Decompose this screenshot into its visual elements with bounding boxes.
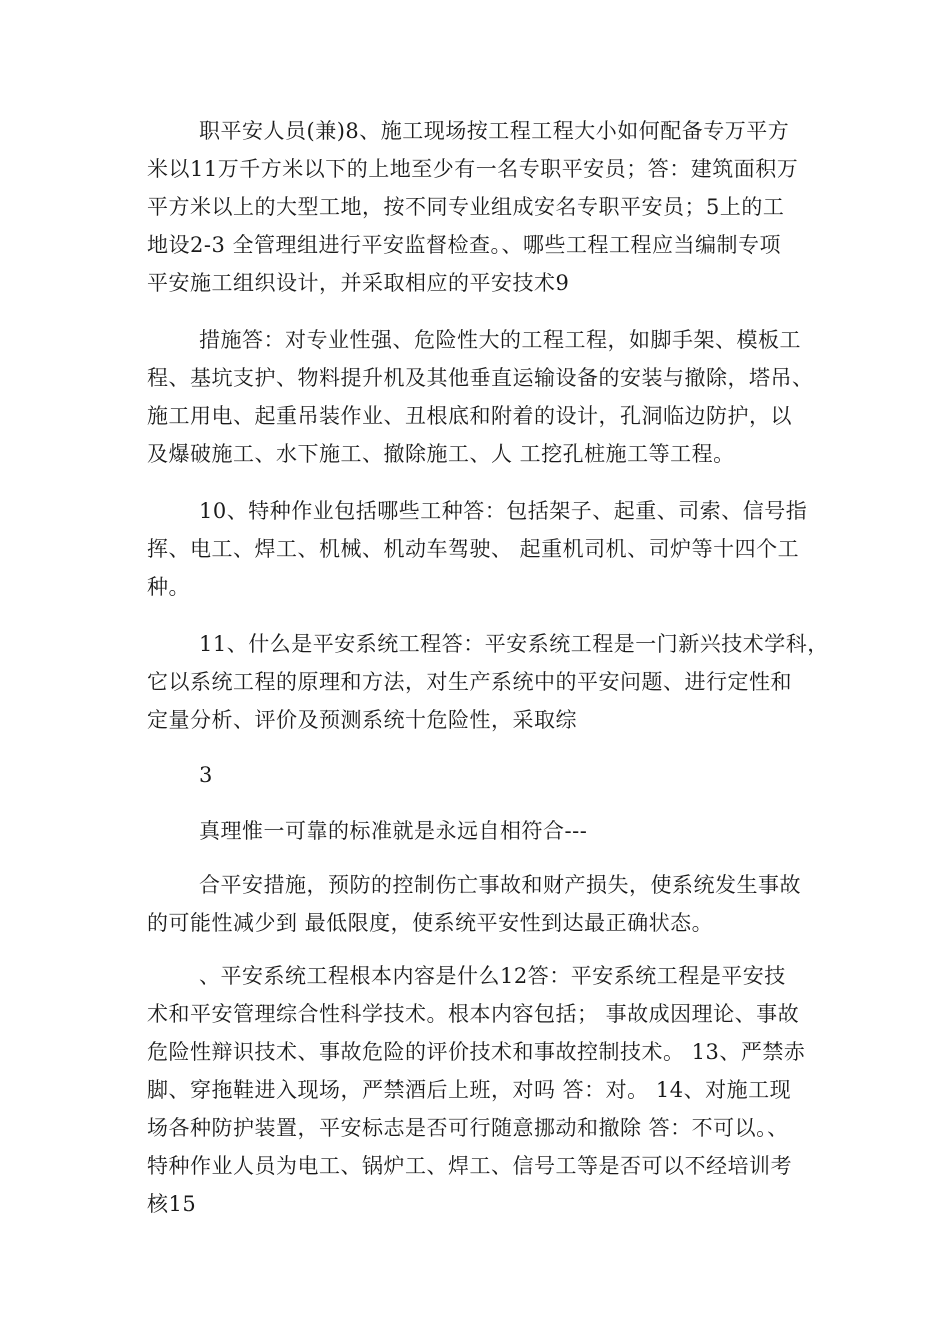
text-line: 及爆破施工、水下施工、撤除施工、人 工挖孔桩施工等工程。 (147, 442, 735, 466)
text-line: 米以11万千方米以下的上地至少有一名专职平安员；答：建筑面积万 (147, 157, 799, 181)
text-line: 特种作业人员为电工、锅炉工、焊工、信号工等是否可以不经培训考 (147, 1154, 792, 1178)
text-line: 施工用电、起重吊装作业、丑根底和附着的设计，孔洞临边防护，以 (147, 404, 792, 428)
text-line: 的可能性减少到 最低限度，使系统平安性到达最正确状态。 (147, 911, 714, 935)
paragraph-measures (147, 866, 817, 942)
text-line: 平安施工组织设计，并采取相应的平安技术9 (147, 271, 570, 295)
text-line: 危险性辩识技术、事故危险的评价技术和事故控制技术。 13、严禁赤 (147, 1040, 806, 1064)
text-line: 种。 (147, 575, 190, 599)
paragraph-staffing (147, 112, 817, 302)
page-number (147, 756, 817, 794)
text-line: 、平安系统工程根本内容是什么12答：平安系统工程是平安技 (199, 964, 786, 988)
text-line: 合平安措施，预防的控制伤亡事故和财产损失，使系统发生事故 (199, 873, 801, 897)
text-line: 平方米以上的大型工地，按不同专业组成安名专职平安员；5上的工 (147, 195, 785, 219)
text-line: 定量分析、评价及预测系统十危险性，采取综 (147, 708, 577, 732)
quote-text: 真理惟一可靠的标准就是永远自相符合--- (199, 819, 588, 843)
text-line: 11、什么是平安系统工程答：平安系统工程是一门新兴技术学科， (199, 632, 829, 656)
paragraph-special-operations (147, 492, 817, 606)
page-number-text: 3 (199, 763, 213, 787)
text-line: 10、特种作业包括哪些工种答：包括架子、起重、司索、信号指 (199, 499, 808, 523)
paragraph-safety-system (147, 625, 829, 739)
paragraph-system-content (147, 957, 817, 1223)
text-line: 措施答：对专业性强、危险性大的工程工程，如脚手架、模板工 (199, 328, 801, 352)
text-line: 职平安人员(兼)8、施工现场按工程工程大小如何配备专万平方 (199, 119, 790, 143)
text-line: 核15 (147, 1192, 197, 1216)
paragraph-special-measures (147, 321, 817, 473)
text-line: 程、基坑支护、物料提升机及其他垂直运输设备的安装与撤除，塔吊、 (147, 366, 814, 390)
text-line: 挥、电工、焊工、机械、机动车驾驶、 起重机司机、司炉等十四个工 (147, 537, 800, 561)
text-line: 术和平安管理综合性科学技术。根本内容包括； 事故成因理论、事故 (147, 1002, 800, 1026)
text-line: 脚、穿拖鞋进入现场，严禁酒后上班，对吗 答：对。 14、对施工现 (147, 1078, 792, 1102)
text-line: 它以系统工程的原理和方法，对生产系统中的平安问题、进行定性和 (147, 670, 792, 694)
header-quote (147, 812, 817, 850)
text-line: 地设2-3 全管理组进行平安监督检查。、哪些工程工程应当编制专项 (147, 233, 781, 257)
text-line: 场各种防护装置，平安标志是否可行随意挪动和撤除 答：不可以。、 (147, 1116, 789, 1140)
